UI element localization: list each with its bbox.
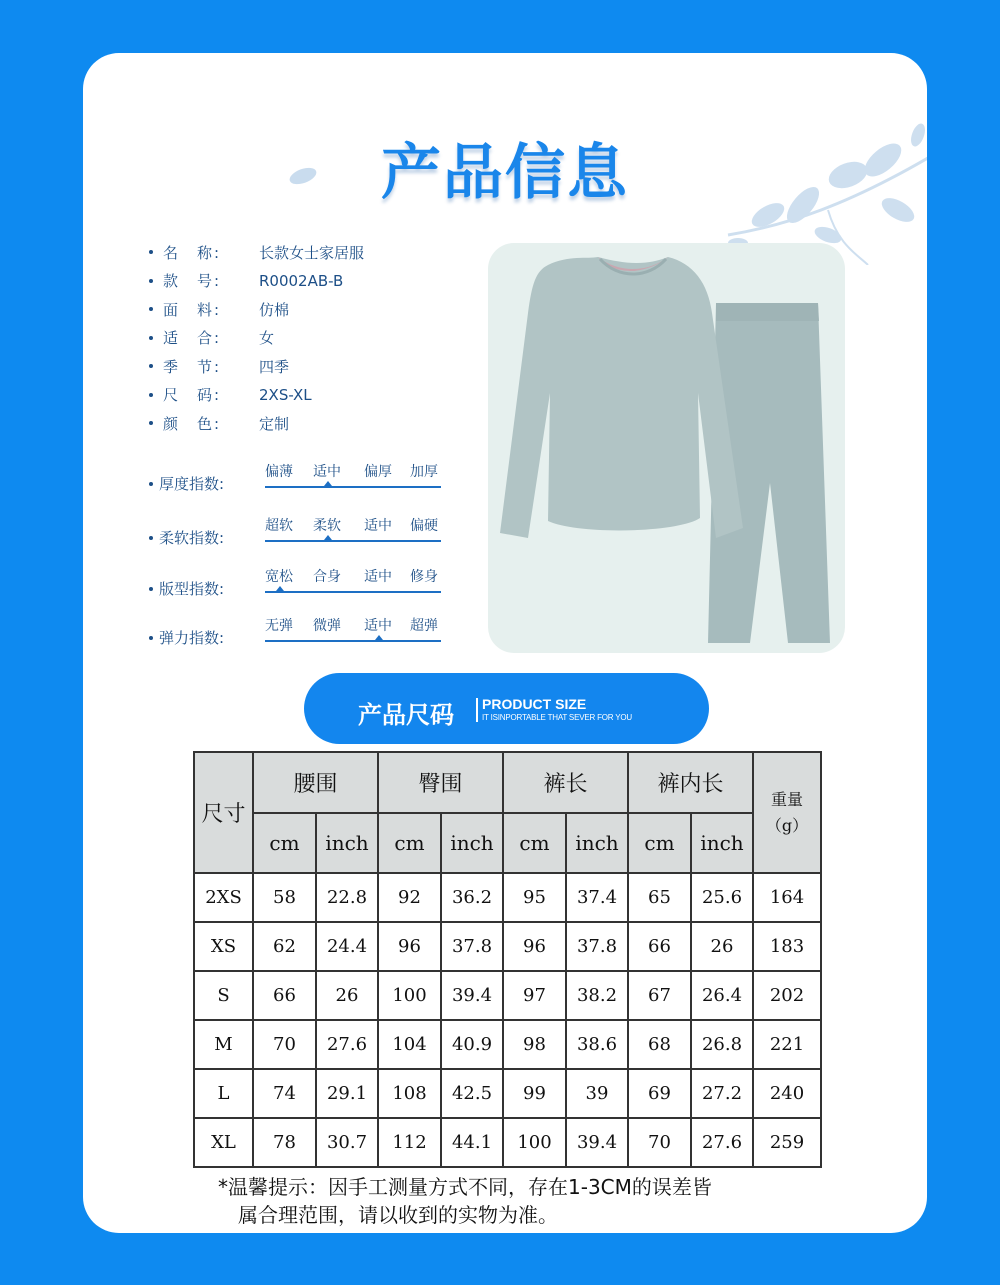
index-label: 版型指数: [159, 580, 225, 598]
spec-list [149, 238, 469, 438]
table-cell: 24.4 [316, 922, 378, 971]
bullet-icon [149, 307, 153, 311]
table-cell: 100 [378, 971, 441, 1020]
table-cell: 78 [253, 1118, 316, 1167]
table-row [194, 873, 821, 922]
table-cell: 36.2 [441, 873, 503, 922]
inseam-header: 裤内长 [628, 752, 753, 813]
table-cell: 74 [253, 1069, 316, 1118]
table-cell: 100 [503, 1118, 566, 1167]
index-label: 厚度指数: [159, 475, 225, 493]
table-cell: 70 [253, 1020, 316, 1069]
table-cell: 96 [378, 922, 441, 971]
table-row [194, 971, 821, 1020]
bullet-icon [149, 587, 153, 591]
index-options [265, 615, 441, 635]
table-row [194, 922, 821, 971]
table-cell: 96 [503, 922, 566, 971]
weight-header: 重量 （g） [753, 752, 821, 873]
index-option: 宽松 [265, 569, 293, 585]
index-option: 偏硬 [410, 518, 438, 534]
table-cell: 29.1 [316, 1069, 378, 1118]
table-cell: 66 [628, 922, 691, 971]
bullet-icon [149, 536, 153, 540]
table-cell: 240 [753, 1069, 821, 1118]
table-cell: 65 [628, 873, 691, 922]
table-cell: 26.8 [691, 1020, 753, 1069]
table-cell: 27.2 [691, 1069, 753, 1118]
spec-row: 款 号: R0002AB-B [149, 267, 469, 296]
table-cell: 22.8 [316, 873, 378, 922]
index-option: 适中 [364, 569, 392, 585]
table-cell: 30.7 [316, 1118, 378, 1167]
divider [476, 698, 478, 722]
bullet-icon [149, 364, 153, 368]
unit-inch: inch [441, 813, 503, 873]
table-cell: 26.4 [691, 971, 753, 1020]
table-cell: 42.5 [441, 1069, 503, 1118]
index-options [265, 515, 441, 535]
index-label: 柔软指数: [159, 529, 225, 547]
table-cell: 92 [378, 873, 441, 922]
spec-row: 适 合: 女 [149, 324, 469, 353]
page-title: 产品信息 [381, 138, 629, 208]
table-cell: 40.9 [441, 1020, 503, 1069]
index-option: 适中 [364, 618, 392, 634]
unit-inch: inch [566, 813, 628, 873]
table-row [194, 1118, 821, 1167]
bullet-icon [149, 393, 153, 397]
index-options [265, 461, 441, 481]
size-section-subtitle: IT ISINPORTABLE THAT SEVER FOR YOU [482, 713, 632, 722]
table-cell: 202 [753, 971, 821, 1020]
size-section-title-en: PRODUCT SIZE [482, 696, 587, 712]
table-row [194, 1069, 821, 1118]
index-options [265, 566, 441, 586]
table-cell: 95 [503, 873, 566, 922]
product-photo [488, 243, 845, 653]
bullet-icon [149, 336, 153, 340]
table-cell: 259 [753, 1118, 821, 1167]
table-cell: 37.8 [441, 922, 503, 971]
spec-row: 季 节: 四季 [149, 352, 469, 381]
table-cell: 183 [753, 922, 821, 971]
thickness-index [149, 461, 449, 501]
table-cell: 98 [503, 1020, 566, 1069]
table-cell: 27.6 [691, 1118, 753, 1167]
table-unit-row [194, 813, 821, 873]
spec-row: 名 称: 长款女士家居服 [149, 238, 469, 267]
index-option: 合身 [313, 569, 341, 585]
table-cell: 66 [253, 971, 316, 1020]
spec-row: 面 料: 仿棉 [149, 295, 469, 324]
bullet-icon [149, 482, 153, 486]
softness-index [149, 515, 449, 555]
index-option: 无弹 [265, 618, 293, 634]
bullet-icon [149, 636, 153, 640]
size-table [193, 751, 822, 1168]
table-cell: 38.2 [566, 971, 628, 1020]
pants-length-header: 裤长 [503, 752, 628, 813]
index-scale-line [265, 640, 441, 642]
index-option: 加厚 [410, 464, 438, 480]
index-scale-line [265, 591, 441, 593]
index-label: 弹力指数: [159, 629, 225, 647]
table-body [194, 873, 821, 1167]
index-option: 超弹 [410, 618, 438, 634]
table-cell: 38.6 [566, 1020, 628, 1069]
table-cell: 221 [753, 1020, 821, 1069]
table-cell: 104 [378, 1020, 441, 1069]
waist-header: 腰围 [253, 752, 378, 813]
table-cell: 39.4 [566, 1118, 628, 1167]
table-cell: 67 [628, 971, 691, 1020]
table-cell: 108 [378, 1069, 441, 1118]
index-option: 修身 [410, 569, 438, 585]
table-cell: 112 [378, 1118, 441, 1167]
table-cell: 37.8 [566, 922, 628, 971]
size-cell: 2XS [194, 873, 253, 922]
index-option: 适中 [364, 518, 392, 534]
size-cell: L [194, 1069, 253, 1118]
table-cell: 27.6 [316, 1020, 378, 1069]
size-header: 尺寸 [194, 752, 253, 873]
bullet-icon [149, 250, 153, 254]
spec-row: 颜 色: 定制 [149, 409, 469, 438]
table-cell: 44.1 [441, 1118, 503, 1167]
table-cell: 70 [628, 1118, 691, 1167]
table-cell: 99 [503, 1069, 566, 1118]
size-cell: S [194, 971, 253, 1020]
measurement-note: *温馨提示：因手工测量方式不同，存在1-3CM的误差皆 属合理范围，请以收到的实物为准。 [218, 1175, 712, 1227]
index-scale-line [265, 540, 441, 542]
unit-inch: inch [691, 813, 753, 873]
unit-cm: cm [253, 813, 316, 873]
index-option: 偏薄 [265, 464, 293, 480]
size-cell: XL [194, 1118, 253, 1167]
index-option: 偏厚 [364, 464, 392, 480]
size-cell: M [194, 1020, 253, 1069]
leaf-decoration [283, 161, 323, 191]
hip-header: 臀围 [378, 752, 503, 813]
index-option: 柔软 [313, 518, 341, 534]
bullet-icon [149, 421, 153, 425]
index-option: 适中 [313, 464, 341, 480]
spec-row: 尺 码: 2XS-XL [149, 381, 469, 410]
table-cell: 37.4 [566, 873, 628, 922]
unit-cm: cm [378, 813, 441, 873]
table-cell: 39.4 [441, 971, 503, 1020]
unit-cm: cm [628, 813, 691, 873]
unit-cm: cm [503, 813, 566, 873]
table-cell: 62 [253, 922, 316, 971]
size-section-title: 产品尺码 [358, 701, 454, 729]
table-row [194, 1020, 821, 1069]
table-cell: 25.6 [691, 873, 753, 922]
elasticity-index [149, 615, 449, 655]
table-cell: 58 [253, 873, 316, 922]
size-section-header [304, 673, 709, 744]
table-cell: 39 [566, 1069, 628, 1118]
table-header-row [194, 752, 821, 813]
table-cell: 97 [503, 971, 566, 1020]
index-option: 微弹 [313, 618, 341, 634]
index-scale-line [265, 486, 441, 488]
index-option: 超软 [265, 518, 293, 534]
bullet-icon [149, 279, 153, 283]
fit-index [149, 566, 449, 606]
table-cell: 164 [753, 873, 821, 922]
table-cell: 68 [628, 1020, 691, 1069]
product-info-card [83, 53, 927, 1233]
pajama-set-image [488, 243, 845, 653]
table-cell: 26 [691, 922, 753, 971]
size-cell: XS [194, 922, 253, 971]
table-cell: 26 [316, 971, 378, 1020]
table-cell: 69 [628, 1069, 691, 1118]
unit-inch: inch [316, 813, 378, 873]
